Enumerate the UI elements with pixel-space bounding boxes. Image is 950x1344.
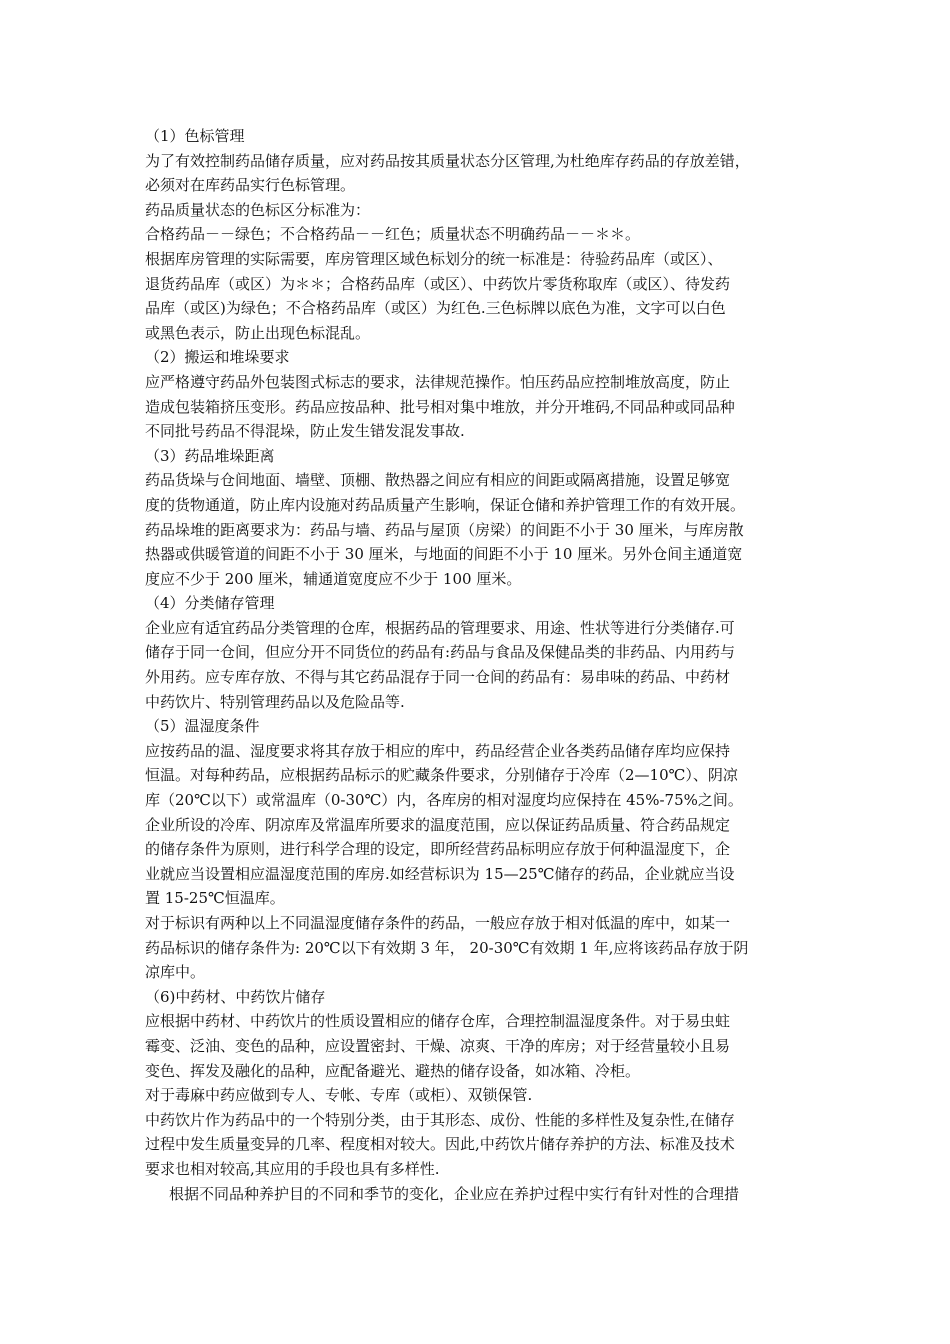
text-line: 应根据中药材、中药饮片的性质设置相应的储存仓库，合理控制温湿度条件。对于易虫蛀: [145, 1012, 731, 1031]
heading-color-code: （1）色标管理: [145, 127, 245, 145]
text-line: 对于标识有两种以上不同温湿度储存条件的药品，一般应存放于相对低温的库中，如某一: [145, 914, 731, 932]
text-line: 中药饮片作为药品中的一个特别分类，由于其形态、成份、性能的多样性及复杂性,在储存: [145, 1110, 735, 1129]
text-line: 根据不同品种养护目的不同和季节的变化，企业应在养护过程中实行有针对性的合理措: [169, 1184, 740, 1203]
heading-herbal-storage: （6)中药材、中药饮片储存: [145, 987, 326, 1006]
text-line: 凉库中。: [145, 963, 206, 982]
heading-classified-storage: （4）分类储存管理: [145, 594, 275, 613]
text-line: 度的货物通道，防止库内设施对药品质量产生影响，保证仓储和养护管理工作的有效开展。: [145, 495, 746, 514]
text-line: 药品货垛与仓间地面、墙壁、顶棚、散热器之间应有相应的间距或隔离措施，设置足够宽: [145, 471, 731, 490]
text-line: 的储存条件为原则，进行科学合理的设定，即所经营药品标明应存放于何种温湿度下，企: [145, 840, 731, 859]
text-line: 企业应有适宜药品分类管理的仓库，根据药品的管理要求、用途、性状等进行分类储存.可: [145, 618, 735, 637]
text-line: 中药饮片、特别管理药品以及危险品等.: [145, 692, 405, 711]
text-line: 应按药品的温、湿度要求将其存放于相应的库中，药品经营企业各类药品储存库均应保持: [145, 741, 731, 760]
text-line: 药品标识的储存条件为: 20℃以下有效期 3 年， 20-30℃有效期 1 年,应将该药品存放于阴: [145, 938, 749, 957]
heading-temperature-humidity: （5）温湿度条件: [145, 717, 260, 736]
text-line: 不同批号药品不得混垛，防止发生错发混发事故.: [145, 422, 465, 441]
text-line: 业就应当设置相应温湿度范围的库房.如经营标识为 15—25℃储存的药品，企业就应当设: [145, 864, 735, 883]
heading-handling-stacking: （2）搬运和堆垛要求: [145, 348, 290, 367]
text-line: 对于毒麻中药应做到专人、专帐、专库（或柜）、双锁保管.: [145, 1086, 533, 1105]
text-line: 企业所设的冷库、阴凉库及常温库所要求的温度范围，应以保证药品质量、符合药品规定: [145, 815, 731, 834]
document-body: [145, 124, 817, 1206]
text-line: 为了有效控制药品储存质量，应对药品按其质量状态分区管理,为杜绝库存药品的存放差错，: [145, 151, 750, 170]
heading-stack-distance: （3）药品堆垛距离: [145, 446, 275, 465]
text-line: 过程中发生质量变异的几率、程度相对较大。因此,中药饮片储存养护的方法、标准及技术: [145, 1135, 735, 1154]
text-line: 度应不少于 200 厘米，辅通道宽度应不少于 100 厘米。: [145, 569, 522, 588]
text-line: 品库（或区)为绿色；不合格药品库（或区）为红色.三色标牌以底色为准，文字可以白色: [145, 299, 726, 318]
text-line: 退货药品库（或区）为＊＊；合格药品库（或区）、中药饮片零货称取库（或区）、待发药: [145, 274, 731, 293]
text-line: 造成包装箱挤压变形。药品应按品种、批号相对集中堆放，并分开堆码,不同品种或同品种: [145, 397, 735, 416]
text-line: 根据库房管理的实际需要，库房管理区域色标划分的统一标准是：待验药品库（或区）、: [145, 249, 723, 268]
text-line: 或黑色表示，防止出现色标混乱。: [145, 323, 371, 342]
text-line: 外用药。应专库存放、不得与其它药品混存于同一仓间的药品有：易串味的药品、中药材: [145, 668, 731, 687]
text-line: 热器或供暖管道的间距不小于 30 厘米，与地面的间距不小于 10 厘米。另外仓间主通道宽: [145, 545, 743, 564]
text-line: 药品垛堆的距离要求为：药品与墙、药品与屋顶（房梁）的间距不小于 30 厘米，与库房散: [145, 520, 744, 539]
text-line: 置 15-25℃恒温库。: [145, 889, 285, 908]
text-line: 霉变、泛油、变色的品种，应设置密封、干燥、凉爽、干净的库房；对于经营量较小且易: [145, 1036, 731, 1055]
text-line: 储存于同一仓间，但应分开不同货位的药品有:药品与食品及保健品类的非药品、内用药与: [145, 643, 736, 662]
text-line: 合格药品－－绿色；不合格药品－－红色；质量状态不明确药品－－＊＊。: [145, 225, 641, 244]
text-line: 库（20℃以下）或常温库（0-30℃）内，各库房的相对湿度均应保持在 45%-75%之间。: [145, 791, 743, 810]
text-line: 恒温。对每种药品，应根据药品标示的贮藏条件要求，分别储存于冷库（2—10℃）、阴凉: [145, 766, 738, 785]
text-line: 必须对在库药品实行色标管理。: [145, 176, 356, 195]
text-line: 应严格遵守药品外包装图式标志的要求，法律规范操作。怕压药品应控制堆放高度，防止: [145, 372, 731, 391]
text-line: 变色、挥发及融化的品种，应配备避光、避热的储存设备，如冰箱、冷柜。: [145, 1061, 641, 1080]
text-line: 药品质量状态的色标区分标准为：: [145, 200, 371, 219]
text-line: 要求也相对较高,其应用的手段也具有多样性.: [145, 1159, 440, 1178]
